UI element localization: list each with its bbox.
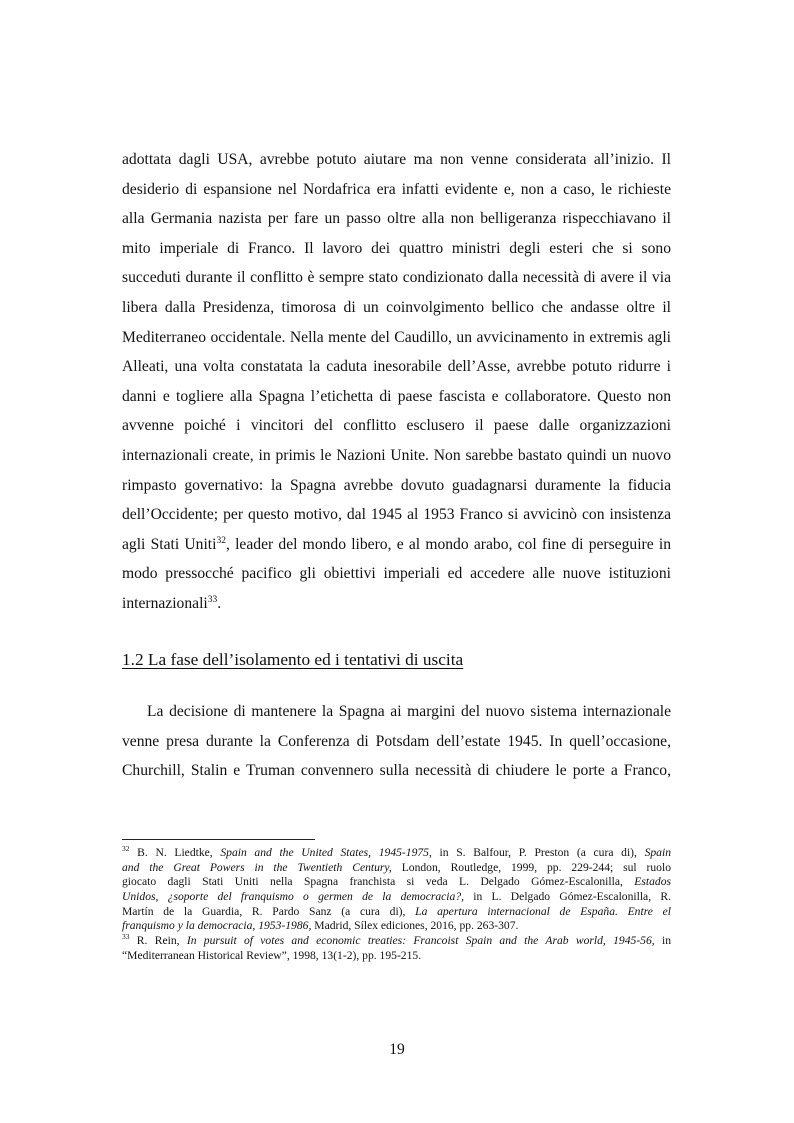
- footnotes: [122, 846, 671, 964]
- text-span: La apertura internacional de España. Entre el: [415, 904, 671, 918]
- text-span: London, Routledge, 1999, pp. 229-244; sul ruolo: [391, 860, 671, 874]
- text-line: La decisione di mantenere la Spagna ai margini del nuovo sistema internazionale: [147, 703, 671, 720]
- paragraph-continuation: [122, 145, 671, 619]
- text-span: In pursuit of votes and economic treaties: Francoist Spain and the Arab world, 1945-56,: [186, 934, 655, 948]
- text-line: adottata dagli USA, avrebbe potuto aiutare ma non venne considerata all’inizio. Il: [122, 151, 671, 168]
- section-heading: 1.2 La fase dell’isolamento ed i tentativi di uscita: [122, 650, 464, 669]
- text-span: internazionali: [122, 594, 208, 612]
- page-number: 19: [389, 1041, 405, 1058]
- text-line: succeduti durante il conflitto è sempre stato condizionato dalla necessità di avere il via: [122, 269, 671, 287]
- text-span: Martín de la Guardia, R. Pardo Sanz (a cura di),: [122, 904, 416, 918]
- footnote-32: [122, 846, 671, 861]
- text-span: franquismo y la democracia, 1953-1986,: [122, 919, 312, 933]
- footnote-line: [122, 919, 671, 934]
- text-line: venne presa durante la Conferenza di Potsdam dell’estate 1945. In quell’occasione,: [122, 732, 671, 750]
- footnote-ref-32[interactable]: 32: [216, 535, 226, 546]
- text-span: , leader del mondo libero, e al mondo arabo, col fine di perseguire in: [225, 535, 671, 553]
- text-line: avvenne poiché i vincitori del conflitto esclusero il paese dalle organizzazioni: [122, 417, 671, 435]
- text-line: Alleati, una volta constatata la caduta inesorabile dell’Asse, avrebbe potuto ridurre i: [122, 358, 671, 376]
- text-line: rimpasto governativo: la Spagna avrebbe dovuto guadagnarsi duramente la fiducia: [122, 476, 671, 494]
- footnote-ref-33[interactable]: 33: [207, 594, 218, 605]
- text-span: Spain: [644, 846, 671, 859]
- footnote-line: [122, 890, 671, 905]
- text-line: mito imperiale di Franco. Il lavoro dei quattro ministri degli esteri che si sono: [122, 239, 671, 257]
- text-line: alla Germania nazista per fare un passo oltre alla non belligeranza rispecchiavano il: [122, 210, 671, 228]
- text-line: Churchill, Stalin e Truman convennero sulla necessità di chiudere le porte a Franco,: [122, 762, 671, 780]
- text-line: modo pressocché pacifico gli obiettivi imperiali ed accedere alle nuove istituzioni: [122, 565, 671, 583]
- text-span: Madrid, Sílex ediciones, 2016, pp. 263-307.: [311, 919, 519, 933]
- text-span: in L. Delgado Gómez-Escalonilla, R.: [464, 890, 671, 904]
- text-span: and the Great Powers in the Twentieth Century,: [122, 860, 392, 874]
- footnote-line: [122, 861, 671, 876]
- text-line: desiderio di espansione nel Nordafrica era infatti evidente e, non a caso, le richieste: [122, 180, 671, 198]
- text-span: giocato dagli Stati Uniti nella Spagna franchista si veda L. Delgado Gómez-Escalonilla,: [122, 875, 635, 889]
- text-line: [122, 530, 671, 560]
- text-line: libera dalla Presidenza, timorosa di un coinvolgimento bellico che andasse oltre il: [122, 298, 671, 316]
- text-span: in: [654, 934, 672, 948]
- text-line: [122, 589, 671, 619]
- text-span: Spain and the United States, 1945-1975: [220, 846, 429, 859]
- footnote-separator: [122, 839, 315, 840]
- section-paragraph: [122, 697, 671, 786]
- text-span: .: [217, 594, 222, 612]
- text-line: dell’Occidente; per questo motivo, dal 1945 al 1953 Franco si avvicinò con insistenza: [122, 506, 671, 524]
- text-span: B. N. Liedtke,: [129, 846, 221, 859]
- text-span: , in S. Balfour, P. Preston (a cura di),: [428, 846, 645, 859]
- text-span: Unidos, ¿soporte del franquismo o germen de la democracia?,: [122, 890, 465, 904]
- footnote-number: 33: [122, 932, 130, 942]
- text-line: internazionali create, in primis le Nazioni Unite. Non sarebbe bastato quindi un nuovo: [122, 446, 671, 464]
- text-line: danni e togliere alla Spagna l’etichetta di paese fascista e collaboratore. Questo non: [122, 387, 671, 405]
- text-span: Estados: [634, 875, 671, 889]
- footnote-line: [122, 875, 671, 890]
- text-line: Mediterraneo occidentale. Nella mente del Caudillo, un avvicinamento in extremis agli: [122, 328, 671, 346]
- text-span: agli Stati Uniti: [122, 535, 217, 553]
- footnote-line: “Mediterranean Historical Review”, 1998, 13(1-2), pp. 195-215.: [122, 948, 422, 962]
- footnote-number: 32: [122, 844, 130, 854]
- footnote-33: [122, 934, 671, 949]
- footnote-line: [122, 905, 671, 920]
- text-span: R. Rein,: [129, 934, 187, 948]
